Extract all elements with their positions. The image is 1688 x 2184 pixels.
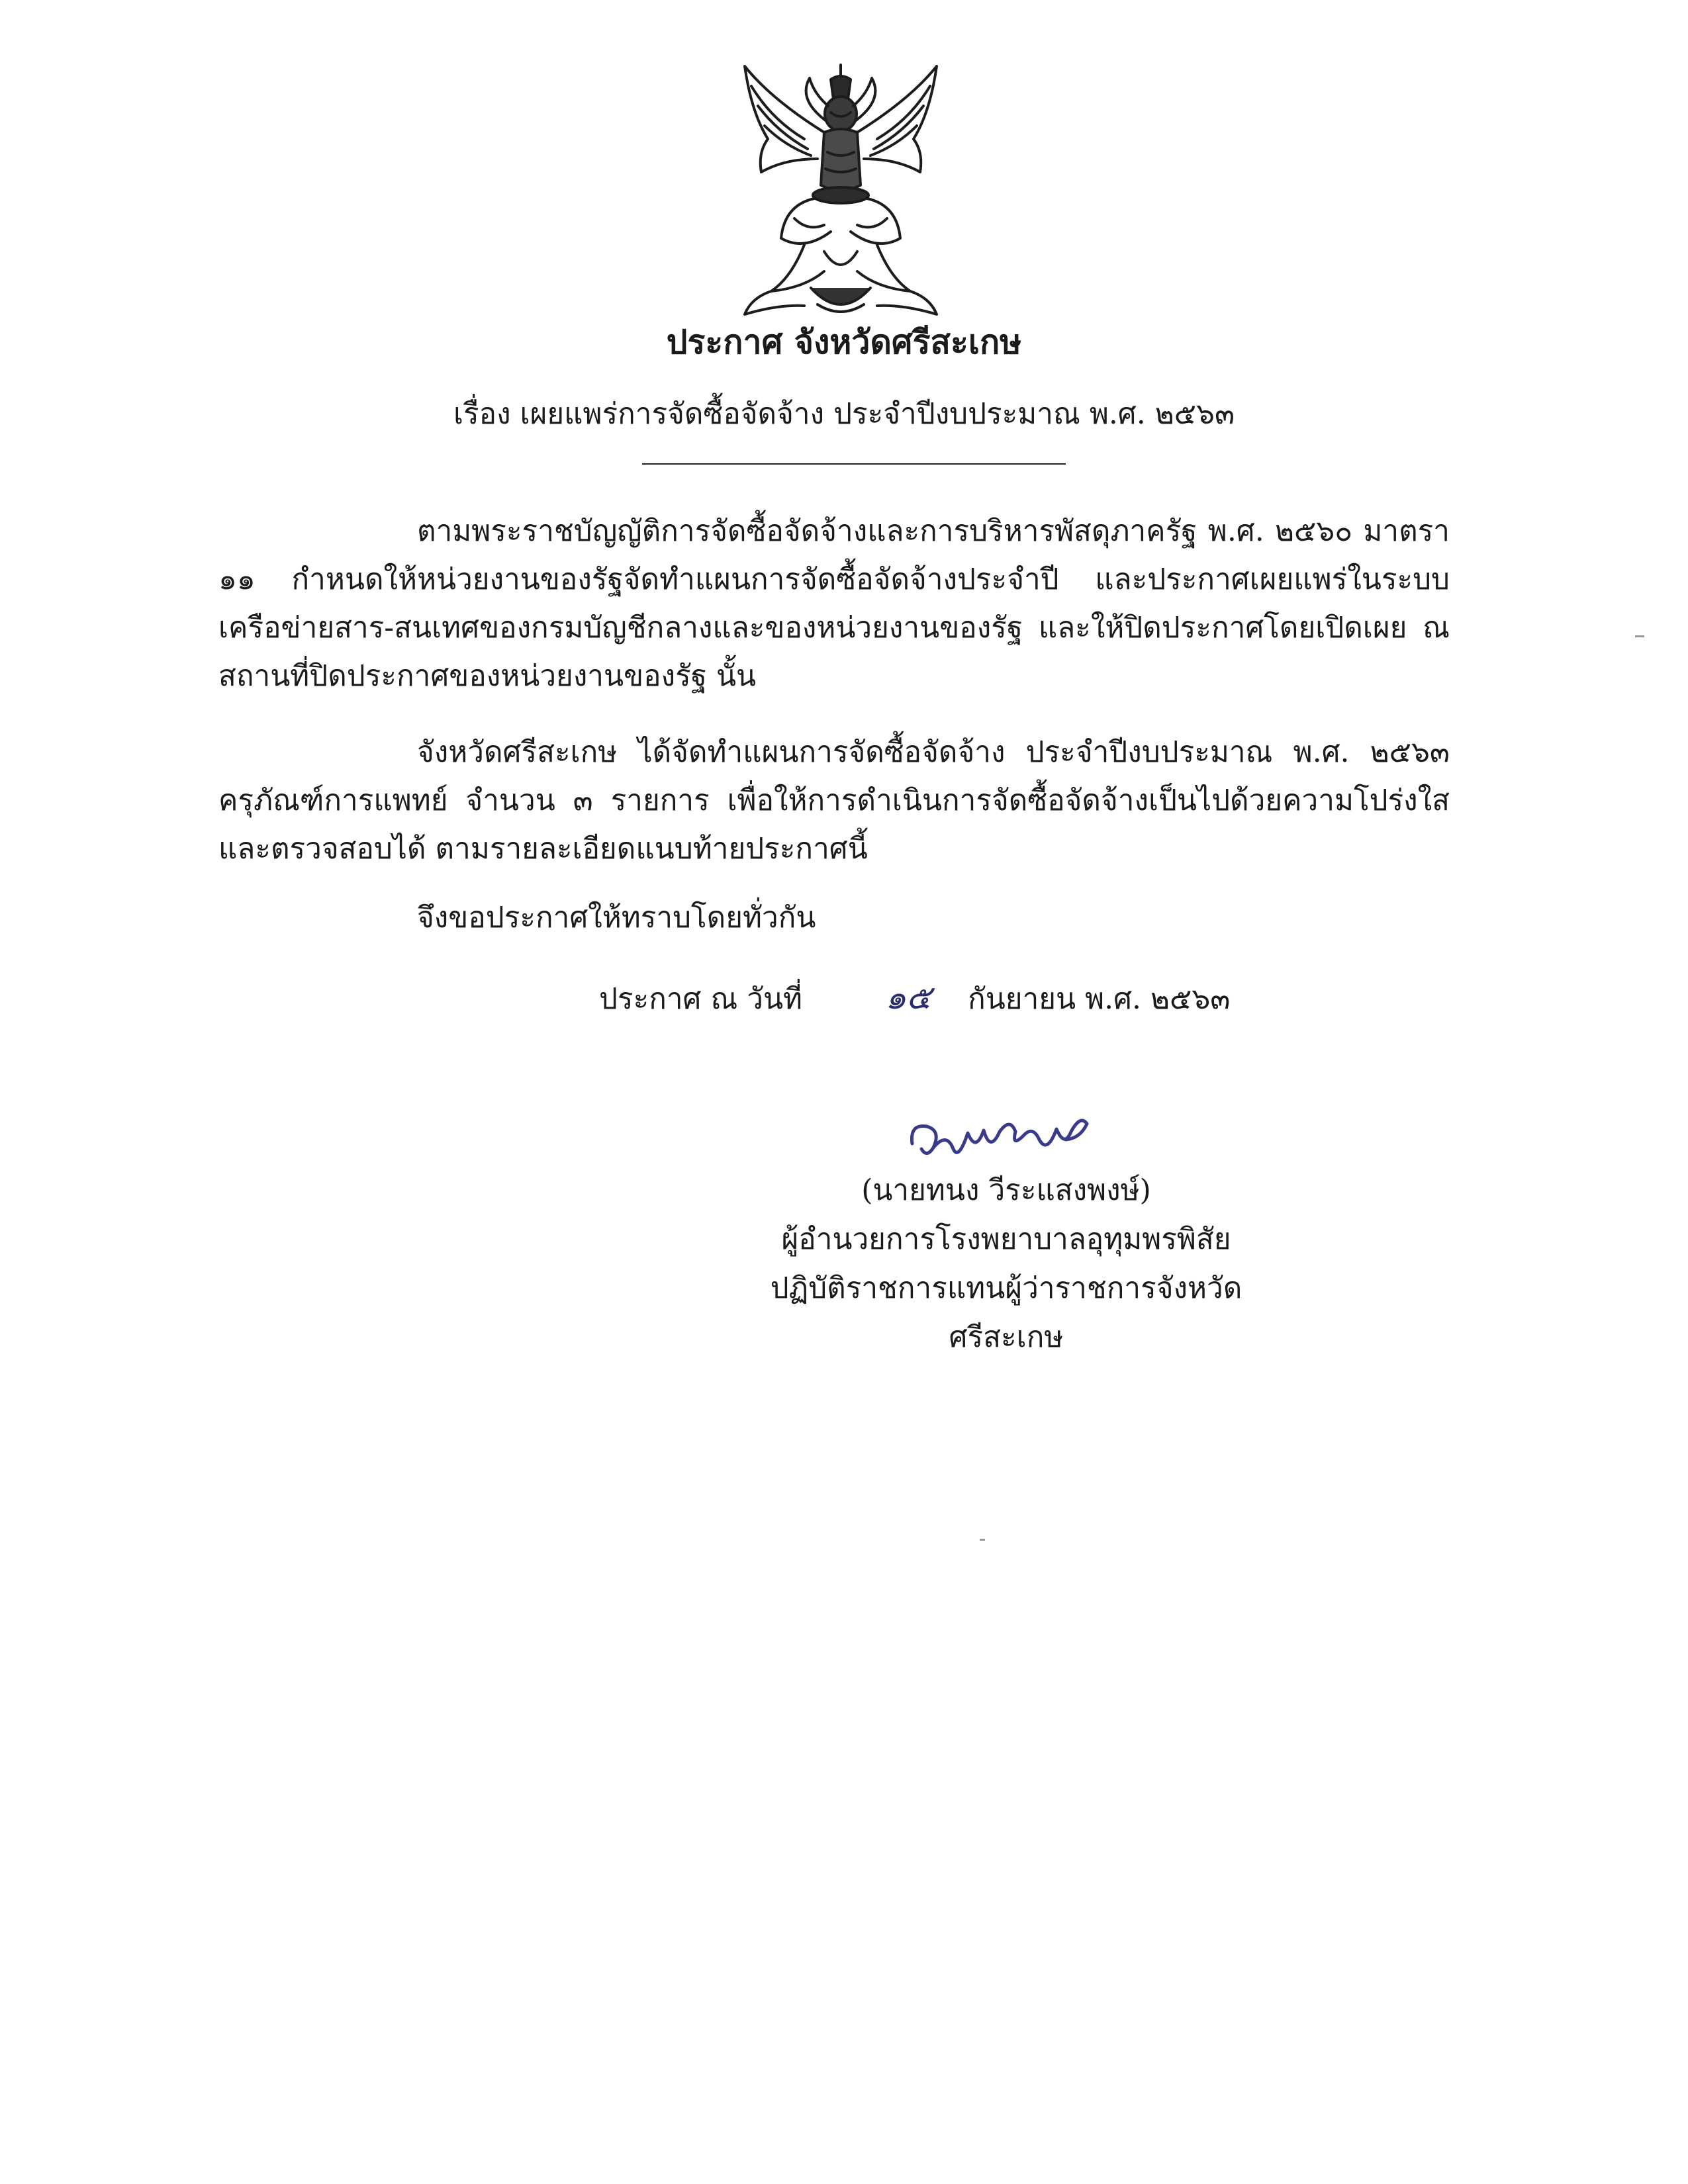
divider — [642, 463, 1066, 465]
garuda-emblem-icon — [731, 60, 950, 324]
closing-paragraph: จึงขอประกาศให้ทราบโดยทั่วกัน — [417, 901, 816, 934]
scan-speck — [980, 1539, 985, 1541]
body-paragraph: จังหวัดศรีสะเกษ ได้จัดทำแผนการจัดซื้อจัดจ้าง ประจำปีงบประมาณ พ.ศ. ๒๕๖๓ ครุภัณฑ์การแพทย์ จำนวน ๓ รายการ เพื่อให้การดำเนินการจัดซื้อจัดจ้างเป็นไปด้วยความโปร่งใส และตรวจสอบได้ ตามรายละเอียดแนบท้ายประกาศนี้ — [218, 735, 1450, 866]
announcement-subject: เรื่อง เผยแพร่การจัดซื้อจัดจ้าง ประจำปีงบประมาณ พ.ศ. ๒๕๖๓ — [453, 397, 1235, 431]
date-day: ๑๕ — [885, 978, 931, 1017]
signer-name: (นายทนง วีระแสงพงษ์) — [861, 1173, 1151, 1207]
body-paragraph: ตามพระราชบัญญัติการจัดซื้อจัดจ้างและการบริหารพัสดุภาครัฐ พ.ศ. ๒๕๖๐ มาตรา ๑๑ กำหนดให้หน่วยงานของรัฐจัดทำแผนการจัดซื้อจัดจ้างประจำปี และประกาศเผยแพร่ในระบบเครือข่ายสาร-สนเทศของกรมบัญชีกลางและของหน่วยงานของรัฐ และให้ปิดประกาศโดยเปิดเผย ณ สถานที่ปิดประกาศของหน่วยงานของรัฐ นั้น — [218, 514, 1450, 693]
announcement-date — [599, 972, 1230, 1024]
scan-speck — [1635, 635, 1644, 637]
signer-acting-position: ปฏิบัติราชการแทนผู้ว่าราชการจังหวัดศรีสะเกษ — [770, 1271, 1243, 1354]
signer-position: ผู้อำนวยการโรงพยาบาลอุทุมพรพิสัย — [781, 1222, 1231, 1256]
date-month-year: กันยายน พ.ศ. ๒๕๖๓ — [968, 982, 1231, 1016]
announcement-title: ประกาศ จังหวัดศรีสะเกษ — [666, 322, 1022, 361]
date-prefix: ประกาศ ณ วันที่ — [599, 982, 803, 1016]
handwritten-signature — [907, 1092, 1119, 1171]
